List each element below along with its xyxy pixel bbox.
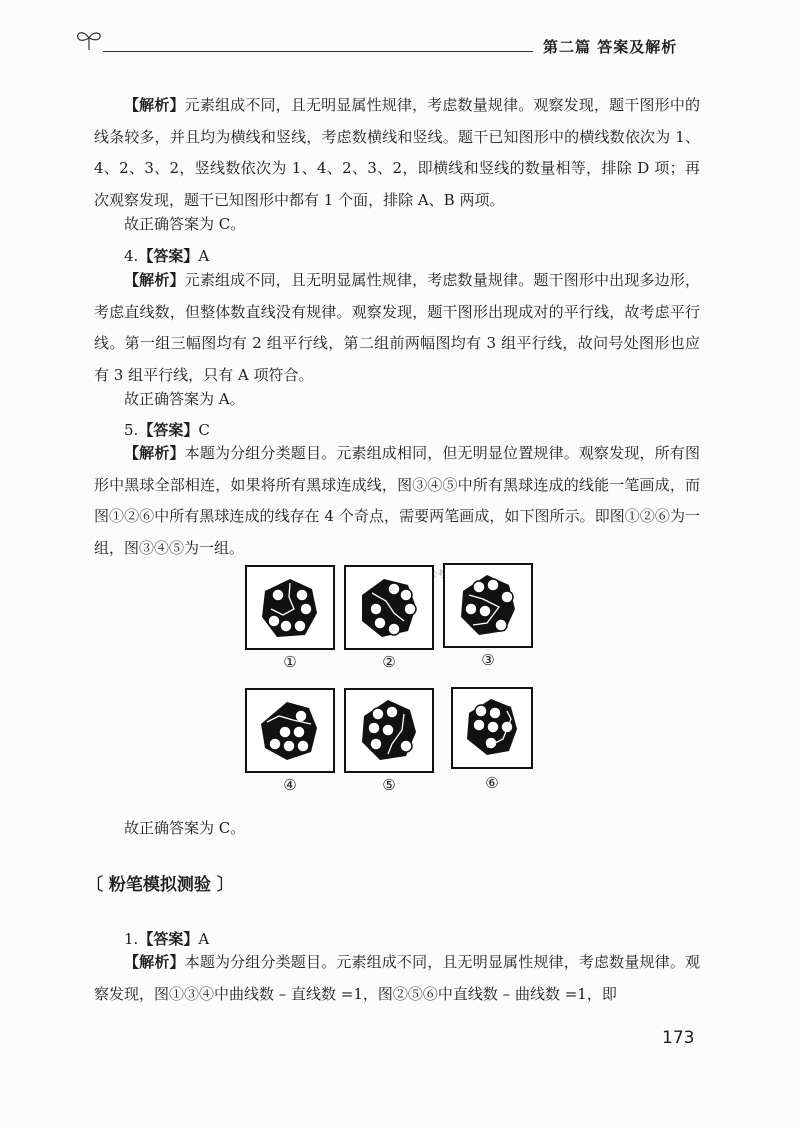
figure-5 xyxy=(344,688,434,773)
analysis-text: 元素组成不同，且无明显属性规律，考虑数量规律。观察发现，题干图形中的线条较多，并且均为横线和竖线，考虑数横线和竖线。题干已知图形中的横线数依次为 1、4、2、3、2，竖线数依次为 1、4、2、3、2，即横线和竖线的数量相等，排除 D 项；再次观察发现，题干已知图形中都有 1 个面，排除 A、B 两项。 xyxy=(94,96,700,210)
analysis-paragraph-3 xyxy=(94,90,700,217)
analysis-paragraph-4 xyxy=(94,265,700,392)
section-title: 〔 粉笔模拟测验 〕 xyxy=(86,875,234,895)
figure-label-3: ③ xyxy=(481,651,495,669)
answer-tag: 【答案】 xyxy=(138,930,199,948)
answer-line-5 xyxy=(124,419,210,440)
figure-6 xyxy=(451,687,533,769)
answer-conclusion: 故正确答案为 A。 xyxy=(124,390,245,408)
answer-value: C xyxy=(198,421,210,439)
figure-label-2: ② xyxy=(382,653,396,671)
figure-4 xyxy=(245,688,335,773)
analysis-text: 本题为分组分类题目。元素组成不同，且无明显属性规律，考虑数量规律。观察发现，图①③④中曲线数 – 直线数 =1，图②⑤⑥中直线数 – 曲线数 =1，即 xyxy=(94,953,700,1003)
header-rule xyxy=(103,51,533,52)
header-title: 第二篇 答案及解析 xyxy=(543,38,678,56)
figure-label-1: ① xyxy=(283,653,297,671)
answer-value: A xyxy=(198,247,210,265)
page-number: 173 xyxy=(662,1028,695,1048)
figure-3 xyxy=(443,563,533,648)
answer-value: A xyxy=(198,930,210,948)
answer-tag: 【答案】 xyxy=(138,421,199,439)
analysis-paragraph-1 xyxy=(94,947,700,1010)
figure-label-6: ⑥ xyxy=(485,774,499,792)
analysis-text: 本题为分组分类题目。元素组成相同，但无明显位置规律。观察发现，所有图形中黑球全部相连，如果将所有黑球连成线，图③④⑤中所有黑球连成的线能一笔画成，而图①②⑥中所有黑球连成的线存在 4 个奇点，需要两笔画成，如下图所示。即图①②⑥为一组，图③④⑤为一组。 xyxy=(94,444,700,558)
figure-2 xyxy=(344,565,434,650)
answer-conclusion: 故正确答案为 C。 xyxy=(124,819,246,837)
question-number: 4. xyxy=(124,247,139,265)
analysis-text: 元素组成不同，且无明显属性规律，考虑数量规律。题干图形中出现多边形，考虑直线数，但整体数直线没有规律。观察发现，题干图形出现成对的平行线，故考虑平行线。第一组三幅图均有 2 组平行线，第二组前两幅图均有 3 组平行线，故问号处图形也应有 3 组平行线，只有 A 项符合。 xyxy=(94,271,700,385)
analysis-tag: 【解析】 xyxy=(124,444,185,462)
answer-line-1 xyxy=(124,928,209,949)
analysis-tag: 【解析】 xyxy=(124,96,185,114)
answer-tag: 【答案】 xyxy=(138,247,199,265)
question-number: 1. xyxy=(124,930,139,948)
answer-conclusion: 故正确答案为 C。 xyxy=(124,215,246,233)
answer-line-4 xyxy=(124,245,209,266)
figure-label-5: ⑤ xyxy=(382,776,396,794)
figure-label-4: ④ xyxy=(283,776,297,794)
figure-1 xyxy=(245,565,335,650)
question-number: 5. xyxy=(124,421,139,439)
analysis-tag: 【解析】 xyxy=(124,271,185,289)
sprout-icon xyxy=(74,28,104,52)
analysis-tag: 【解析】 xyxy=(124,953,185,971)
analysis-paragraph-5 xyxy=(94,438,700,565)
